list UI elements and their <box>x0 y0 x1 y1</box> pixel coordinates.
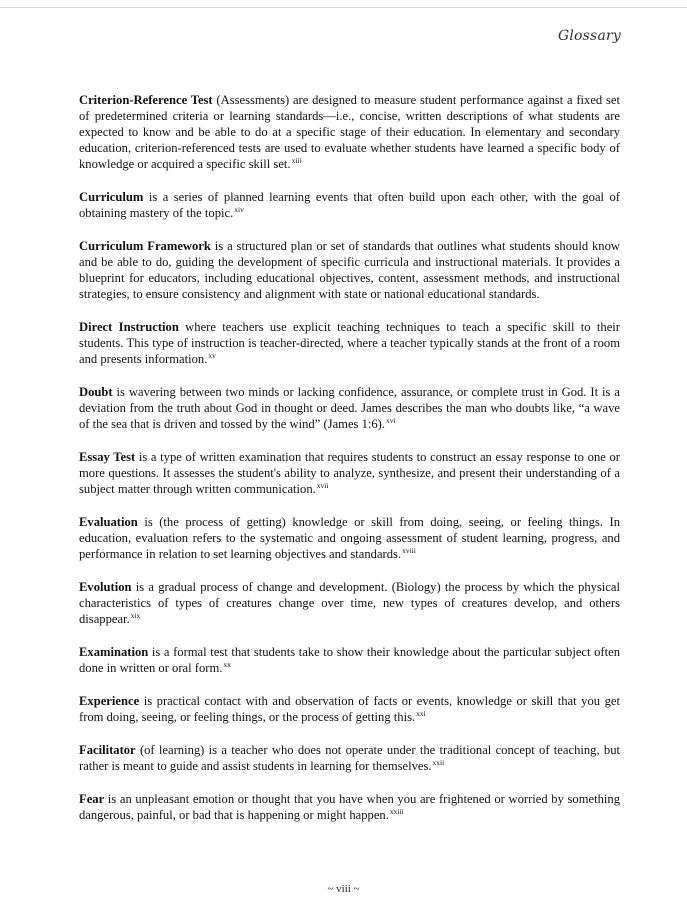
glossary-body <box>79 92 620 840</box>
glossary-entry <box>79 92 620 172</box>
endnote-ref[interactable]: xvi <box>386 415 396 425</box>
glossary-entry <box>79 319 620 367</box>
glossary-term: Experience <box>79 694 140 708</box>
running-header: Glossary <box>557 28 621 44</box>
glossary-entry <box>79 238 620 302</box>
glossary-term: Curriculum <box>79 190 144 204</box>
glossary-definition: is wavering between two minds or lacking confidence, assurance, or complete trust in God. It is a deviation from the truth about God in thought or deed. James describes the man who doubts like, “a wave of the sea that is driven and tossed by the wind” (James 1:6). <box>79 385 620 431</box>
glossary-term: Direct Instruction <box>79 320 179 334</box>
glossary-definition: is a formal test that students take to show their knowledge about the particular subject often done in written or oral form. <box>79 645 620 675</box>
glossary-definition: is a series of planned learning events that often build upon each other, with the goal of obtaining mastery of the topic. <box>79 190 620 220</box>
glossary-entry <box>79 384 620 432</box>
glossary-term: Doubt <box>79 385 113 399</box>
glossary-definition: where teachers use explicit teaching techniques to teach a specific skill to their students. This type of instruction is teacher-directed, where a teacher typically stands at the front of a room and presents information. <box>79 320 620 366</box>
endnote-ref[interactable]: xviii <box>402 545 416 555</box>
glossary-definition: is an unpleasant emotion or thought that you have when you are frightened or worried by something dangerous, painful, or bad that is happening or might happen. <box>79 792 620 822</box>
endnote-ref[interactable]: xvii <box>316 480 329 490</box>
top-divider <box>0 7 687 8</box>
glossary-entry <box>79 449 620 497</box>
endnote-ref[interactable]: xxii <box>432 757 445 767</box>
glossary-definition: (of learning) is a teacher who does not operate under the traditional concept of teaching, but rather is meant to guide and assist students in learning for themselves. <box>79 743 620 773</box>
glossary-term: Criterion-Reference Test <box>79 93 213 107</box>
glossary-term: Evolution <box>79 580 132 594</box>
endnote-ref[interactable]: xix <box>130 610 141 620</box>
endnote-ref[interactable]: xxiii <box>389 806 404 816</box>
glossary-definition: is (the process of getting) knowledge or skill from doing, seeing, or feeling things. In education, evaluation refers to the systematic and ongoing assessment of student learning, progress, and performance in relation to set learning objectives and standards. <box>79 515 620 561</box>
glossary-entry <box>79 644 620 676</box>
endnote-ref[interactable]: xiv <box>234 204 244 214</box>
glossary-term: Fear <box>79 792 105 806</box>
glossary-entry <box>79 514 620 562</box>
endnote-ref[interactable]: xxi <box>416 708 426 718</box>
glossary-term: Examination <box>79 645 149 659</box>
glossary-definition: are designed to measure student performance against a fixed set of predetermined criteria or learning standards—i.e., concise, written descriptions of what students are expected to know and be able to do at a specific stage of their education. In elementary and secondary education, criterion-referenced tests are used to evaluate whether students have learned a specific body of knowledge or acquired a specific skill set. <box>79 93 620 171</box>
glossary-entry <box>79 791 620 823</box>
glossary-entry <box>79 742 620 774</box>
glossary-definition: is practical contact with and observation of facts or events, knowledge or skill that you get from doing, seeing, or feeling things, or the process of getting this. <box>79 694 620 724</box>
glossary-term-qualifier: (Assessments) <box>212 93 290 107</box>
glossary-entry <box>79 579 620 627</box>
page-number: ~ viii ~ <box>327 883 360 895</box>
glossary-term: Facilitator <box>79 743 136 757</box>
glossary-entry <box>79 189 620 221</box>
glossary-term: Essay Test <box>79 450 136 464</box>
glossary-entry <box>79 693 620 725</box>
glossary-term: Evaluation <box>79 515 138 529</box>
glossary-term: Curriculum Framework <box>79 239 211 253</box>
endnote-ref[interactable]: xx <box>223 659 231 669</box>
endnote-ref[interactable]: xv <box>208 350 216 360</box>
glossary-definition: is a type of written examination that requires students to construct an essay response to one or more questions. It assesses the student's ability to analyze, synthesize, and present their understanding of a subject matter through written communication. <box>79 450 620 496</box>
glossary-definition: is a structured plan or set of standards that outlines what students should know and be able to do, guiding the development of specific curricula and instructional materials. It provides a blueprint for educators, including educational objectives, content, assessment methods, and instructional strategies, to ensure consistency and alignment with state or national educational standards. <box>79 239 620 301</box>
endnote-ref[interactable]: xiii <box>291 155 302 165</box>
glossary-definition: is a gradual process of change and development. (Biology) the process by which the physical characteristics of types of creatures change over time, new types of creatures develop, and others disappear. <box>79 580 620 626</box>
